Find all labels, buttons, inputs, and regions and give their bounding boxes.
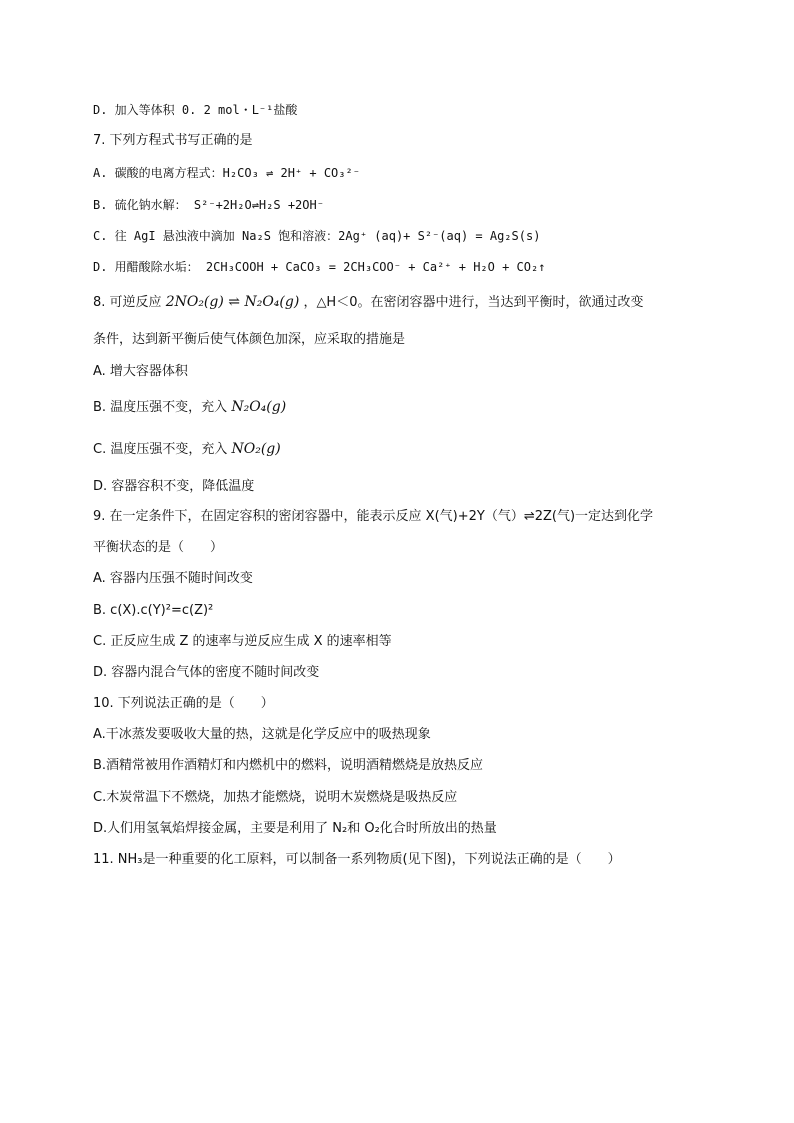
q9-option-c: C. 正反应生成 Z 的速率与逆反应生成 X 的速率相等 — [93, 634, 392, 649]
q8-option-b-formula: N₂O₄(g) — [231, 399, 287, 415]
q8-option-d: D. 容器容积不变，降低温度 — [93, 479, 255, 494]
q8-stem-text: 8. 可逆反应 — [93, 295, 162, 310]
q10-option-d: D.人们用氢氧焰焊接金属，主要是利用了 N₂和 O₂化合时所放出的热量 — [93, 821, 497, 836]
q10-stem: 10. 下列说法正确的是（ ） — [93, 696, 274, 711]
q8-option-b-text: B. 温度压强不变，充入 — [93, 400, 228, 415]
q9-option-a: A. 容器内压强不随时间改变 — [93, 571, 253, 586]
q9-option-d: D. 容器内混合气体的密度不随时间改变 — [93, 665, 320, 680]
q8-option-c-text: C. 温度压强不变，充入 — [93, 442, 228, 457]
q8-stem-line2: 条件，达到新平衡后使气体颜色加深，应采取的措施是 — [93, 332, 406, 347]
q9-option-b: B. c(X).c(Y)²=c(Z)² — [93, 603, 214, 618]
q11-stem: 11. NH₃是一种重要的化工原料，可以制备一系列物质(见下图)，下列说法正确的是（ ） — [93, 852, 621, 867]
q7-option-a: A. 碳酸的电离方程式：H₂CO₃ ⇌ 2H⁺ + CO₃²⁻ — [93, 166, 360, 180]
q10-option-c: C.木炭常温下不燃烧，加热才能燃烧，说明木炭燃烧是吸热反应 — [93, 790, 458, 805]
q10-option-b: B.酒精常被用作酒精灯和内燃机中的燃料，说明酒精燃烧是放热反应 — [93, 758, 484, 773]
q8-reaction-formula: 2NO₂(g) ⇌ N₂O₄(g) — [165, 294, 300, 310]
q8-stem-line1 — [93, 293, 643, 312]
q7-stem: 7. 下列方程式书写正确的是 — [93, 133, 253, 148]
q9-stem-line1: 9. 在一定条件下，在固定容积的密闭容器中，能表示反应 X(气)+2Y（气）⇌2Z(气)一定达到化学 — [93, 509, 654, 524]
q10-option-a: A.干冰蒸发要吸收大量的热，这就是化学反应中的吸热现象 — [93, 727, 431, 742]
q7-option-c: C. 往 AgI 悬浊液中滴加 Na₂S 饱和溶液：2Ag⁺ (aq)+ S²⁻(aq) = Ag₂S(s) — [93, 229, 541, 243]
q8-option-a: A. 增大容器体积 — [93, 364, 188, 379]
q8-stem-rest: ，△H＜0。在密闭容器中进行，当达到平衡时，欲通过改变 — [303, 295, 644, 310]
q8-option-c-formula: NO₂(g) — [231, 441, 281, 457]
q6-option-d: D. 加入等体积 0. 2 mol・L⁻¹盐酸 — [93, 103, 298, 117]
q7-option-d: D. 用醋酸除水垢： 2CH₃COOH + CaCO₃ = 2CH₃COO⁻ + Ca²⁺ + H₂O + CO₂↑ — [93, 260, 546, 274]
q8-option-c — [93, 440, 281, 459]
q9-stem-line2: 平衡状态的是（ ） — [93, 540, 224, 555]
q7-option-b: B. 硫化钠水解： S²⁻+2H₂O⇌H₂S +2OH⁻ — [93, 198, 324, 212]
q8-option-b — [93, 398, 286, 417]
